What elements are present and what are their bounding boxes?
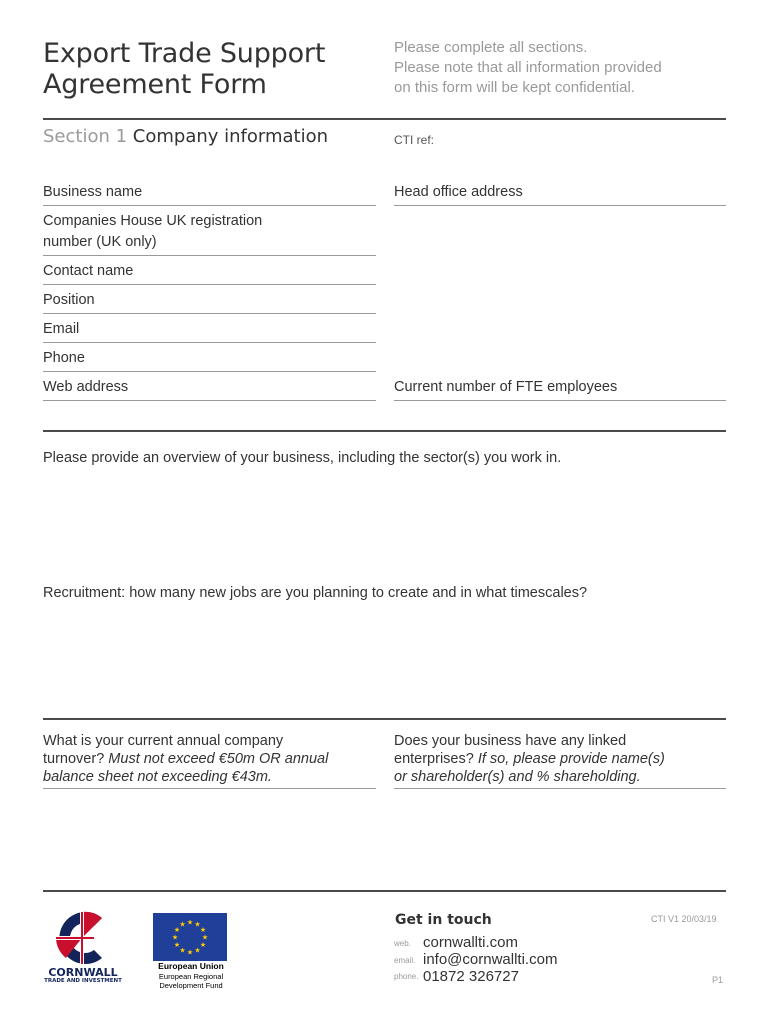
email-label: Email — [43, 321, 80, 337]
eu-star-icon: ★ — [186, 919, 194, 927]
position-field[interactable] — [43, 290, 376, 314]
web-address-label: Web address — [43, 379, 129, 395]
page-title — [43, 38, 373, 100]
cornwall-name: CORNWALL — [48, 966, 118, 979]
eu-flag — [153, 913, 227, 961]
email-field[interactable] — [43, 319, 376, 343]
eu-star-icon: ★ — [179, 947, 186, 955]
intro-text — [394, 38, 724, 98]
phone-field[interactable] — [43, 348, 376, 372]
eu-star-icon: ★ — [194, 947, 201, 955]
recruitment-answer-area[interactable] — [43, 607, 726, 707]
email-link[interactable]: info@cornwallti.com — [423, 951, 558, 968]
eu-star-icon: ★ — [186, 949, 194, 957]
turnover-note-1: Must not exceed €50m OR annual — [108, 751, 329, 767]
eu-star-icon: ★ — [199, 927, 207, 934]
fte-employees-field[interactable] — [394, 377, 726, 401]
divider-middle — [43, 430, 726, 432]
turnover-field[interactable] — [43, 732, 376, 789]
linked-note-2: or shareholder(s) and % shareholding. — [394, 769, 641, 785]
divider-lower — [43, 718, 726, 720]
cornwall-logo — [52, 910, 112, 966]
intro-line-1: Please complete all sections. — [394, 39, 588, 56]
title-line-2: Agreement Form — [43, 69, 267, 100]
linked-line-2 — [394, 750, 726, 768]
eu-subtitle-2: Development Fund — [159, 981, 223, 990]
eu-star-icon: ★ — [171, 934, 179, 942]
web-label: web. — [394, 939, 411, 948]
companies-house-label-2: number (UK only) — [43, 234, 157, 250]
companies-house-field[interactable] — [43, 211, 376, 256]
eu-stars-icon — [153, 913, 227, 961]
version-label: CTI V1 20/03/19 — [651, 914, 717, 924]
business-name-label: Business name — [43, 184, 143, 200]
divider-top — [43, 118, 726, 120]
business-name-field[interactable] — [43, 182, 376, 206]
eu-subtitle-1: European Regional — [158, 972, 224, 981]
contact-name-label: Contact name — [43, 263, 134, 279]
eu-star-icon: ★ — [179, 921, 186, 929]
eu-star-icon: ★ — [173, 927, 181, 934]
section-heading — [43, 126, 328, 147]
turnover-label: turnover? — [43, 751, 105, 767]
fte-employees-label: Current number of FTE employees — [394, 379, 618, 395]
recruitment-question: Recruitment: how many new jobs are you planning to create and in what timescales? — [43, 585, 588, 601]
cornwall-subtitle: TRADE AND INVESTMENT — [44, 978, 122, 984]
eu-star-icon: ★ — [201, 934, 209, 942]
cornwall-c-icon — [52, 910, 112, 966]
overview-answer-area[interactable] — [43, 472, 726, 572]
phone-link[interactable]: 01872 326727 — [423, 968, 519, 985]
linked-label: enterprises? — [394, 751, 474, 767]
cti-ref-label: CTI ref: — [394, 133, 435, 147]
email-contact-label: email. — [394, 956, 416, 965]
head-office-address-field[interactable] — [394, 182, 726, 206]
head-office-address-label: Head office address — [394, 184, 523, 200]
page-number: P1 — [712, 975, 724, 985]
eu-star-icon: ★ — [173, 942, 181, 949]
phone-label: Phone — [43, 350, 85, 366]
phone-contact-label: phone. — [394, 972, 419, 981]
overview-question: Please provide an overview of your business, including the sector(s) you work in. — [43, 450, 562, 466]
intro-line-3: on this form will be kept confidential. — [394, 79, 635, 96]
web-link[interactable]: cornwallti.com — [423, 934, 519, 951]
eu-star-icon: ★ — [194, 921, 201, 929]
eu-star-icon: ★ — [199, 942, 207, 949]
eu-title: European Union — [158, 961, 224, 971]
turnover-note-2: balance sheet not exceeding €43m. — [43, 769, 272, 785]
position-label: Position — [43, 292, 95, 308]
linked-enterprises-field[interactable] — [394, 732, 726, 789]
turnover-line-2 — [43, 750, 376, 768]
companies-house-label-1: Companies House UK registration — [43, 213, 263, 229]
linked-line-1: Does your business have any linked — [394, 733, 627, 749]
section-number: Section 1 — [43, 126, 128, 147]
turnover-line-1: What is your current annual company — [43, 733, 284, 749]
intro-line-2: Please note that all information provided — [394, 59, 662, 76]
contact-name-field[interactable] — [43, 261, 376, 285]
title-line-1: Export Trade Support — [43, 38, 326, 69]
linked-note-1: If so, please provide name(s) — [477, 751, 665, 767]
web-address-field[interactable] — [43, 377, 376, 401]
section-title: Company information — [132, 126, 329, 147]
divider-footer — [43, 890, 726, 892]
get-in-touch-heading: Get in touch — [395, 912, 492, 928]
